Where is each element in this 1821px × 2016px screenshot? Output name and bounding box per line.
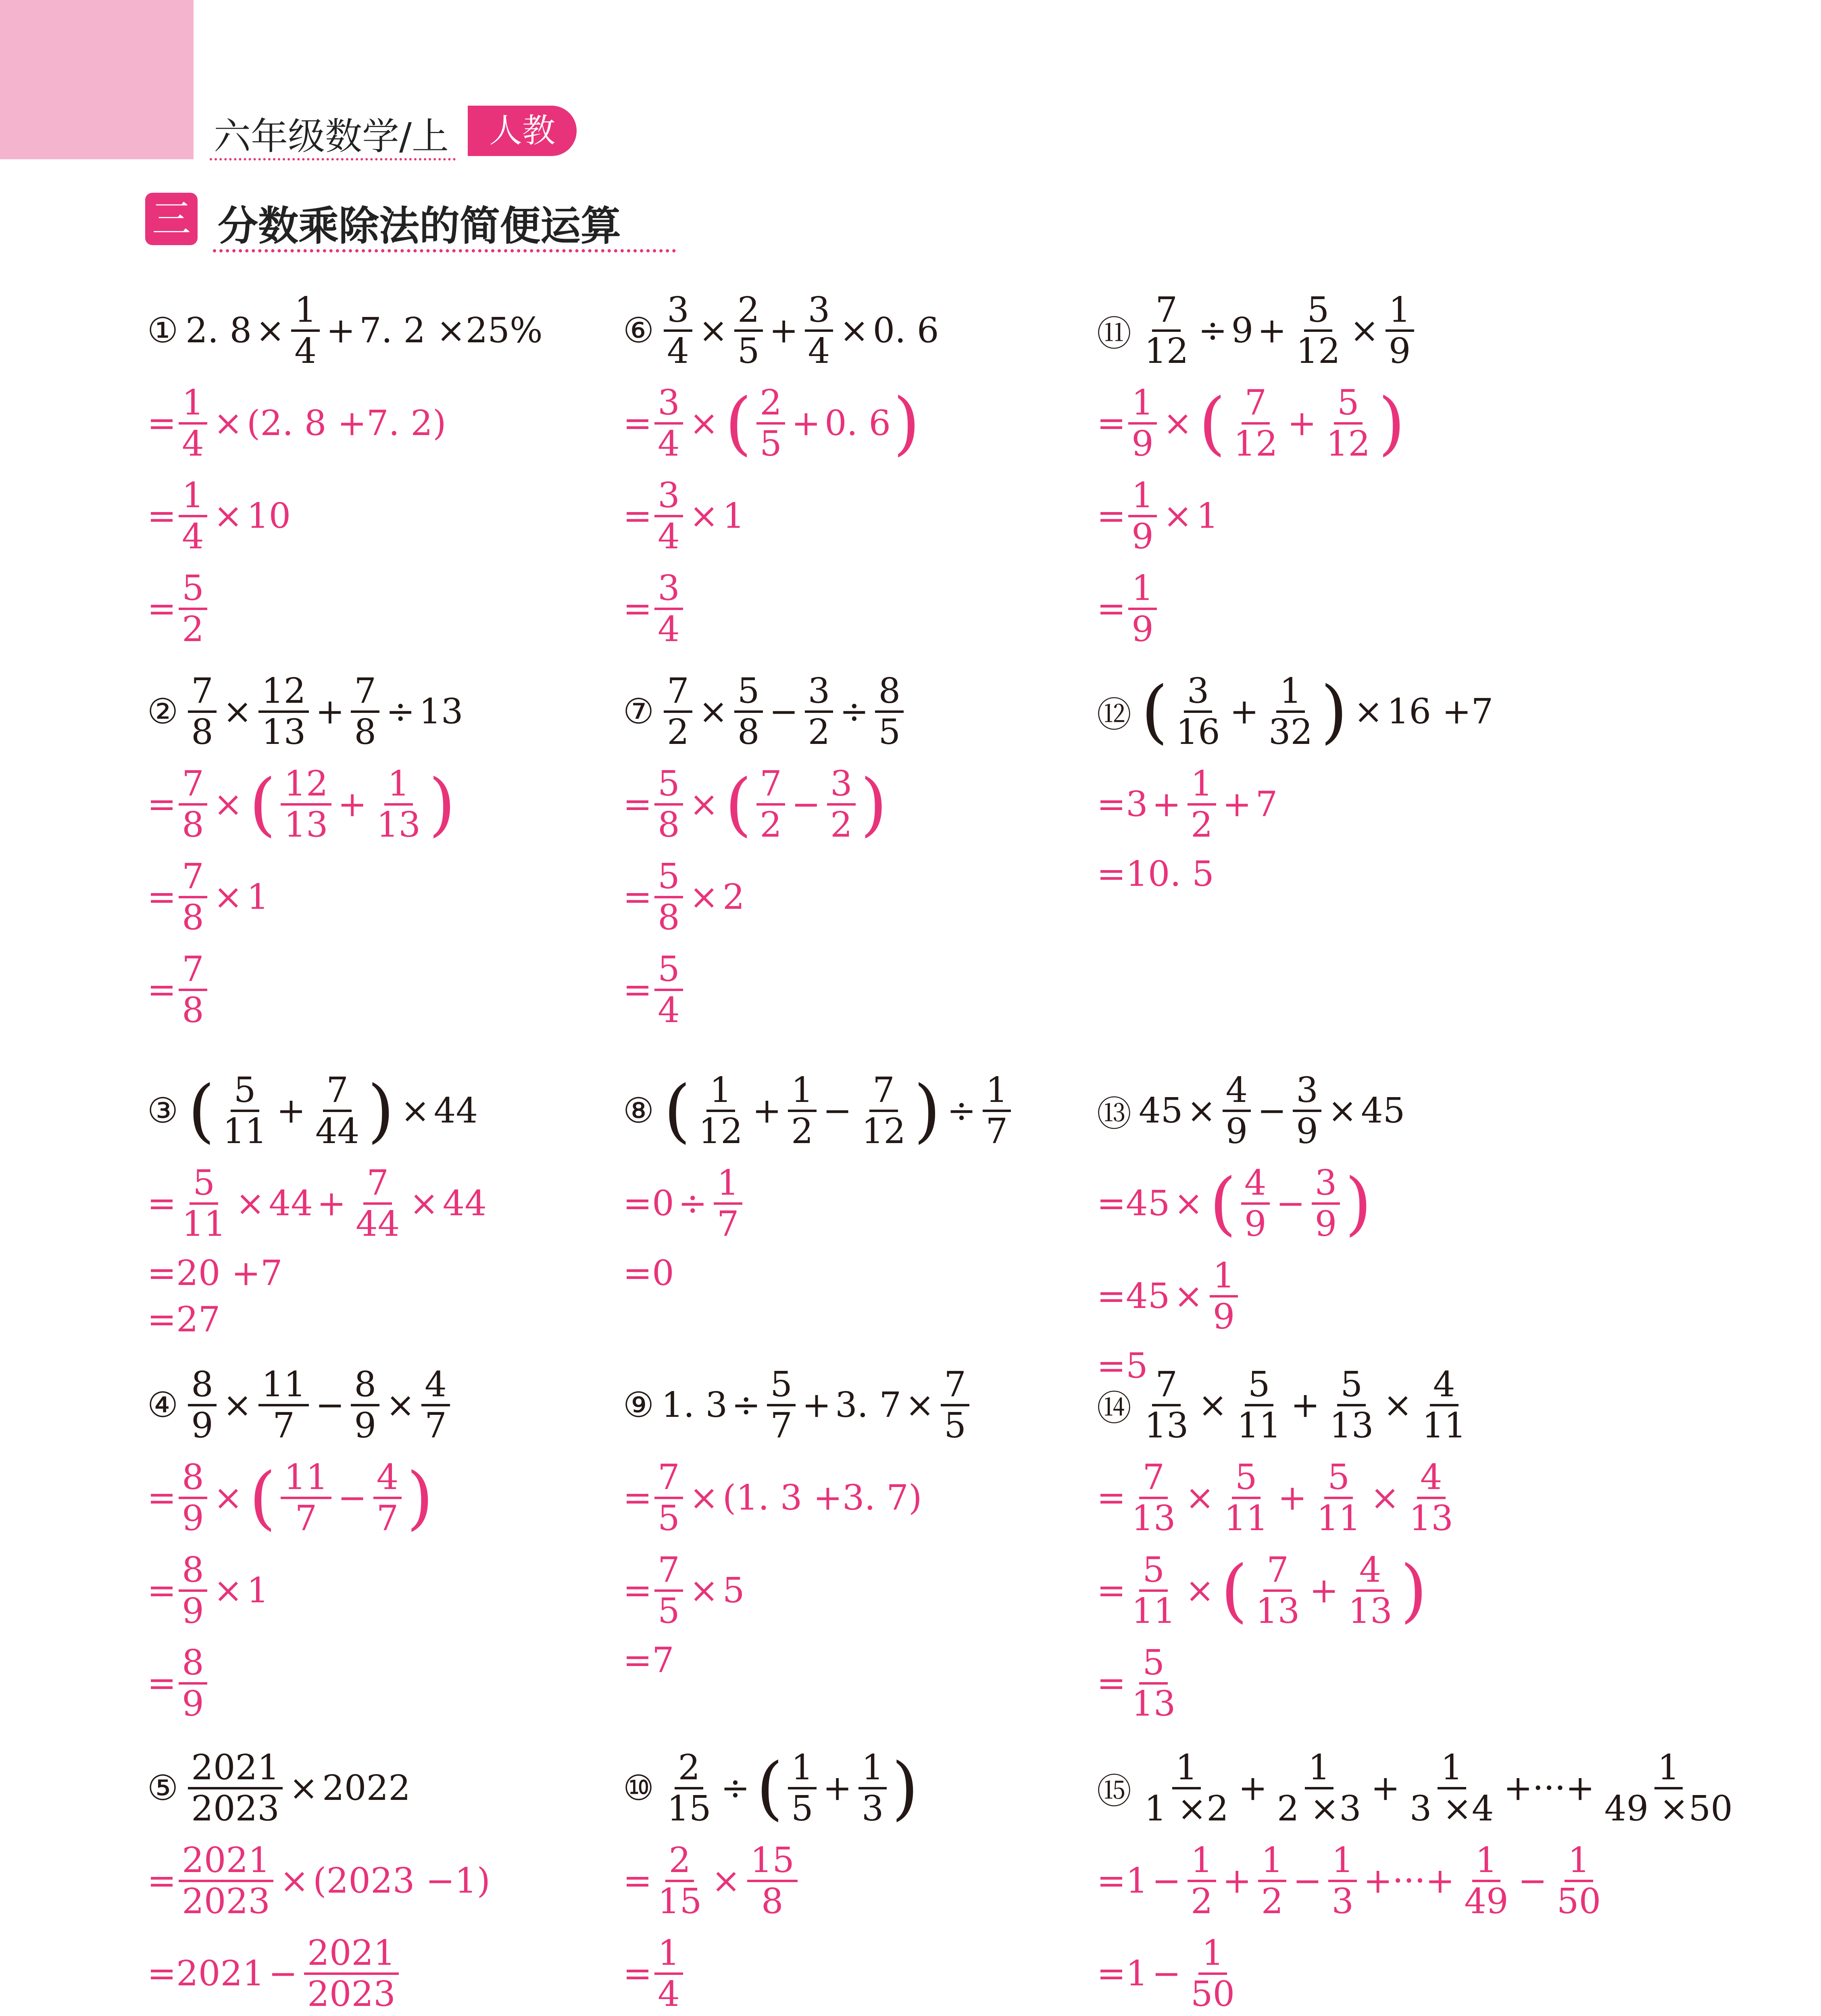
section-number: 三 <box>145 193 198 245</box>
problem-5: ⑤ $\frac{2021}{2023}$ × 2022 = $\frac{2021}{2023}$ × (2023 −1) =2021 − $\frac{2021}{2023}$ <box>147 1747 491 2014</box>
grade-underline <box>210 158 456 160</box>
problem-7: ⑦ $\frac{7}{2}$ × $\frac{5}{8}$ − $\frac{3}{2}$ ÷ $\frac{8}{5}$ = $\frac{5}{8}$ × ( $\frac{7}{2}$ − $\frac{3}{2}$ ) = $\frac{5}{8}$ × 2 = $\frac{5}{4}$ <box>623 665 906 1036</box>
corner-tab <box>0 0 194 159</box>
problem-14: ⑭ $\frac{7}{13}$ × $\frac{5}{11}$ + $\frac{5}{13}$ × $\frac{4}{11}$ = $\frac{7}{13}$ × $\frac{5}{11}$ + $\frac{5}{11}$ × $\frac{4}{13}$ = $\frac{5}{11}$ × ( $\frac{7}{13}$ + $\frac{4}{13}$ ) = $\frac{5}{13}$ <box>1097 1364 1466 1724</box>
problem-6: ⑥ $\frac{3}{4}$ × $\frac{2}{5}$ + $\frac{3}{4}$ × 0. 6 = $\frac{3}{4}$ × ( $\frac{2}{5}$ + 0. 6 ) = $\frac{3}{4}$ × 1 = $\frac{3}{4}$ <box>623 289 939 650</box>
section-title: 分数乘除法的简便运算 <box>218 202 621 250</box>
problem-1: ① 2. 8 × $\frac{1}{4}$ + 7. 2 ×25% = $\frac{1}{4}$ × (2. 8 +7. 2) = $\frac{1}{4}$ × 10 = $\frac{5}{2}$ <box>147 289 543 650</box>
problem-3: ③ ( $\frac{5}{11}$ + $\frac{7}{44}$ ) × 44 = $\frac{5}{11}$ × 44 + $\frac{7}{44}$ × 44 =20 +7 =27 <box>147 1070 487 1340</box>
problem-15: ⑮ $\frac{1}{1 \times 2}$ + $\frac{1}{2 \times 3}$ + $\frac{1}{3 \times 4}$ +···+ $\frac{1}{49 \times 50}$ =1 − $\frac{1}{2}$ + $\frac{1}{2}$ − $\frac{1}{3}$ +···+ $\frac{1}{49}$ − $\frac{1}{50}$ =1 − $\frac{1}{50}$ <box>1097 1747 1733 2014</box>
problem-8: ⑧ ( $\frac{1}{12}$ + $\frac{1}{2}$ − $\frac{7}{12}$ ) ÷ $\frac{1}{7}$ =0 ÷ $\frac{1}{7}$ =0 <box>623 1064 1013 1296</box>
problem-10: ⑩ $\frac{2}{15}$ ÷ ( $\frac{1}{5}$ + $\frac{1}{3}$ ) = $\frac{2}{15}$ × $\frac{15}{8}$ = $\frac{1}{4}$ <box>623 1747 919 2014</box>
problem-11: ⑪ $\frac{7}{12}$ ÷ 9 + $\frac{5}{12}$ × $\frac{1}{9}$ = $\frac{1}{9}$ × ( $\frac{7}{12}$ + $\frac{5}{12}$ ) = $\frac{1}{9}$ × 1 = $\frac{1}{9}$ <box>1097 284 1417 655</box>
problem-2: ② $\frac{7}{8}$ × $\frac{12}{13}$ + $\frac{7}{8}$ ÷ 13 = $\frac{7}{8}$ × ( $\frac{12}{13}$ + $\frac{1}{13}$ ) = $\frac{7}{8}$ × 1 = $\frac{7}{8}$ <box>147 671 463 1031</box>
problem-13: ⑬ 45 × $\frac{4}{9}$ − $\frac{3}{9}$ × 45 =45 × ( $\frac{4}{9}$ − $\frac{3}{9}$ ) =45 × $\frac{1}{9}$ =5 <box>1097 1070 1405 1386</box>
problem-4: ④ $\frac{8}{9}$ × $\frac{11}{7}$ − $\frac{8}{9}$ × $\frac{4}{7}$ = $\frac{8}{9}$ × ( $\frac{11}{7}$ − $\frac{4}{7}$ ) = $\frac{8}{9}$ × 1 = $\frac{8}{9}$ <box>147 1359 452 1730</box>
grade-label: 六年级数学/上 <box>214 115 449 158</box>
edition-badge: 人教 <box>468 106 577 156</box>
section-underline <box>213 249 676 252</box>
problem-12: ⑫ ( $\frac{3}{16}$ + $\frac{1}{32}$ ) × 16 +7 =3 + $\frac{1}{2}$ + 7 =10. 5 <box>1097 671 1494 894</box>
problem-9: ⑨ 1. 3 ÷ $\frac{5}{7}$ + 3. 7 × $\frac{7}{5}$ = $\frac{7}{5}$ × (1. 3 +3. 7) = $\frac{7}{5}$ × 5 =7 <box>623 1359 972 1683</box>
